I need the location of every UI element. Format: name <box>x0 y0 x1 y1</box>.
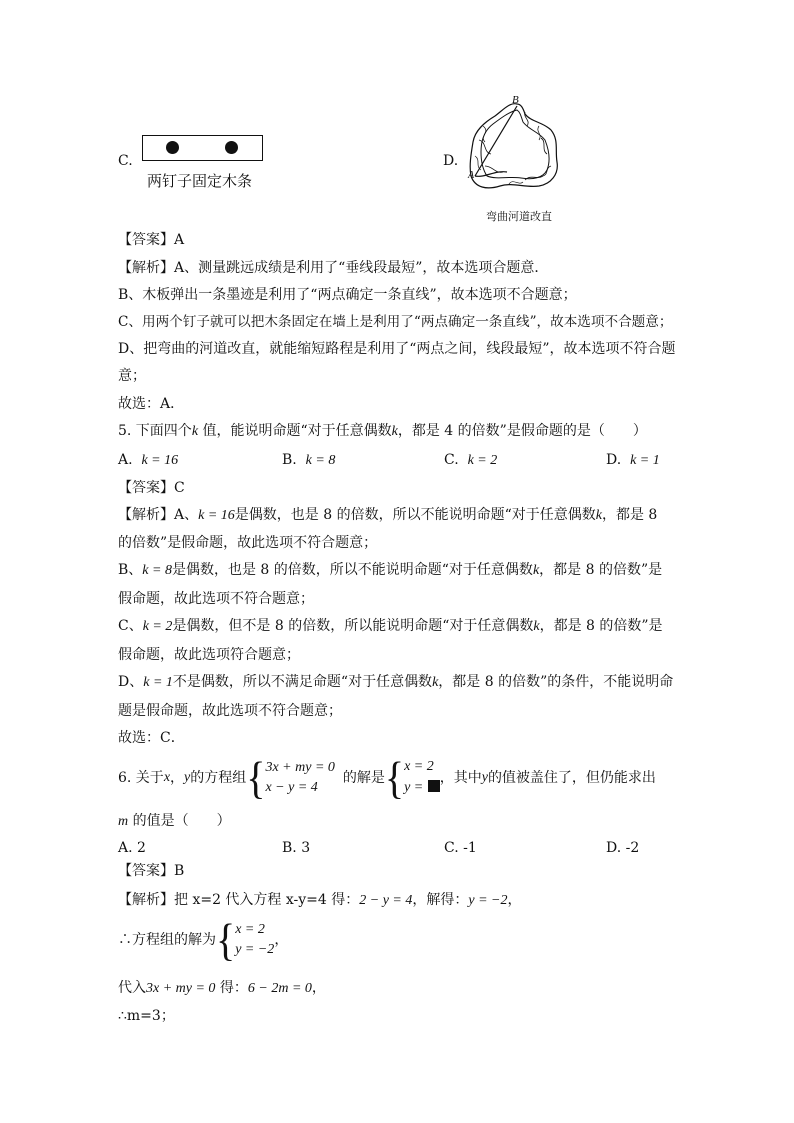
q5-stem <box>118 422 647 441</box>
q5-analysis-d-pre: D、 <box>118 674 144 690</box>
q4-analysis-a: 【解析】A、测量跳远成绩是利用了“垂线段最短”，故本选项合题意． <box>118 260 549 276</box>
q4-analysis-d2: 意； <box>118 368 146 384</box>
q4-analysis-c: C、用两个钉子就可以把木条固定在墙上是利用了“两点确定一条直线”，故本选项不合题意； <box>118 314 673 330</box>
q5-option-b-math: k = 8 <box>305 453 336 468</box>
q5-option-a-label: A. <box>118 452 133 468</box>
q6-var-m: m <box>118 814 129 829</box>
q6-analysis-eq: 2 − y = 4 <box>359 893 413 908</box>
q5-option-c-label: C. <box>444 452 459 468</box>
q5-analysis-d-line1 <box>118 673 673 692</box>
river-figure <box>465 96 565 206</box>
q6-sub-mid: 得： <box>215 980 248 996</box>
q5-analysis-c-k: k <box>533 619 540 634</box>
q5-analysis-a-pre: 【解析】A、 <box>118 507 199 523</box>
q6-answer: 【答案】B <box>118 863 185 879</box>
q5-analysis-b-k: k <box>532 563 540 578</box>
q6-stem-post1: ，其中 <box>439 769 482 786</box>
q5-option-d-math: k = 1 <box>630 453 660 468</box>
q5-option-c <box>444 451 497 470</box>
q5-analysis-b-math: k = 8 <box>142 563 172 578</box>
q5-answer: 【答案】C <box>118 480 185 496</box>
option-d-caption: 弯曲河道改直 <box>486 210 552 223</box>
q5-analysis-c-post: ，都是 8 的倍数”是 <box>539 618 663 634</box>
q6-analysis-end: ， <box>507 892 522 908</box>
option-d-label: D. <box>443 153 459 169</box>
q6-solution-y-row <box>404 777 440 798</box>
q6-therefore-pre: ∴方程组的解为 <box>118 932 216 948</box>
q5-stem-pre: 5. 下面四个 <box>118 423 192 439</box>
q6-substitute-line <box>118 979 326 998</box>
q6-var-y: y <box>184 769 191 785</box>
q5-stem-post: ，都是 4 的倍数”是假命题的是（ ） <box>397 423 647 439</box>
q6-equation-1: 3x + my = 0 <box>265 759 335 775</box>
q6-stem-y: y <box>481 769 488 785</box>
q4-conclusion: 故选：A． <box>118 396 185 412</box>
nail-dot-left <box>166 141 179 154</box>
q5-analysis-d-post: ，都是 8 的倍数”的条件，不能说明命 <box>438 674 674 690</box>
q6-solution-system <box>384 751 440 803</box>
q6-sub-end: ， <box>311 980 326 996</box>
q6-final-solution-x: x = 2 <box>235 922 265 937</box>
wooden-board-figure <box>142 135 263 161</box>
q6-final: ∴m=3； <box>118 1008 175 1024</box>
option-c-caption: 两钉子固定木条 <box>147 172 253 190</box>
q5-option-d <box>606 451 660 470</box>
point-b-label: B <box>512 94 519 106</box>
q6-analysis-pre: 【解析】把 x=2 代入方程 x-y=4 得： <box>118 892 360 908</box>
q5-option-a-math: k = 16 <box>141 453 179 468</box>
q6-option-c: C. -1 <box>444 840 477 856</box>
q6-analysis-mid: ，解得： <box>412 892 469 908</box>
q5-analysis-d-math: k = 1 <box>143 675 173 690</box>
q6-option-a: A. 2 <box>118 840 146 856</box>
q5-option-d-label: D. <box>606 452 622 468</box>
q4-answer: 【答案】A <box>118 232 185 248</box>
q5-option-a <box>118 451 178 470</box>
q5-analysis-a-math: k = 16 <box>198 508 235 523</box>
q5-option-b-label: B. <box>282 452 297 468</box>
q5-analysis-a-mid: 是偶数，也是 8 的倍数，所以不能说明命题“对于任意偶数 <box>234 507 596 523</box>
q6-stem-line2 <box>118 812 231 831</box>
q6-analysis-res: y = −2 <box>468 893 508 908</box>
q5-analysis-b-line1 <box>118 561 662 580</box>
q5-stem-mid: 值，能说明命题“对于任意偶数 <box>198 423 392 439</box>
q5-conclusion: 故选：C． <box>118 730 185 746</box>
q6-final-solution-system <box>216 913 275 966</box>
q6-solution-y: y = <box>404 780 424 795</box>
q6-final-solution-y: y = −2 <box>235 942 275 957</box>
q6-brace-solution: { <box>384 751 405 803</box>
covered-value-box <box>428 780 440 792</box>
q6-sub-res: 6 − 2m = 0 <box>247 981 312 996</box>
q4-analysis-b: B、木板弹出一条墨迹是利用了“两点确定一条直线”，故本选项不合题意； <box>118 287 577 303</box>
q5-analysis-a-line2: 的倍数”是假命题，故此选项不符合题意； <box>118 535 378 551</box>
q5-analysis-a-k: k <box>595 508 602 523</box>
q5-option-b <box>282 451 335 470</box>
q5-analysis-c-line1 <box>118 617 663 636</box>
q6-stem-pre: 6. 关于 <box>118 769 164 786</box>
q6-therefore-end: ， <box>274 932 289 948</box>
nail-dot-right <box>225 141 238 154</box>
q6-brace-final: { <box>216 913 236 966</box>
q6-equation-2: x − y = 4 <box>265 779 318 795</box>
q6-option-d: D. -2 <box>606 840 640 856</box>
q6-option-b: B. 3 <box>282 840 311 856</box>
q5-analysis-c-mid: 是偶数，但不是 8 的倍数，所以能说明命题“对于任意偶数 <box>172 618 534 634</box>
point-a-label: A <box>468 170 475 181</box>
q6-sub-eq: 3x + my = 0 <box>146 981 216 996</box>
q5-stem-k1: k <box>191 424 199 439</box>
q6-comma: ， <box>170 769 185 786</box>
q6-therefore-line <box>118 913 289 966</box>
q6-sub-pre: 代入 <box>118 980 146 996</box>
q6-line2-post: 的值是（ ） <box>128 813 231 829</box>
q6-solution-x: x = 2 <box>404 759 434 774</box>
q6-stem-line1 <box>118 751 656 803</box>
q5-analysis-c-line2: 假命题，故此选项符合题意； <box>118 647 300 663</box>
q6-var-x: x <box>163 769 171 785</box>
q4-analysis-d1: D、把弯曲的河道改直，就能缩短路程是利用了“两点之间，线段最短”，故本选项不符合题 <box>118 341 676 357</box>
q5-analysis-a-post: ，都是 8 <box>601 507 658 523</box>
q5-analysis-d-k: k <box>432 675 439 690</box>
q6-stem-sol: 的解是 <box>342 769 385 786</box>
q5-analysis-a-line1 <box>118 506 657 525</box>
q5-analysis-c-pre: C、 <box>118 618 143 634</box>
q5-analysis-d-mid: 不是偶数，所以不满足命题“对于任意偶数 <box>172 674 433 690</box>
q5-analysis-b-mid: 是偶数，也是 8 的倍数，所以不能说明命题“对于任意偶数 <box>171 562 533 578</box>
q5-analysis-b-pre: B、 <box>118 562 143 578</box>
q5-stem-k2: k <box>391 424 398 439</box>
q6-brace-system: { <box>246 751 266 803</box>
option-c-label: C. <box>118 153 133 169</box>
q5-analysis-d-line2: 题是假命题，故此选项不符合题意； <box>118 703 342 719</box>
q6-analysis-line1 <box>118 891 521 910</box>
q5-option-c-math: k = 2 <box>467 453 498 468</box>
q6-stem-post2: 的值被盖住了，但仍能求出 <box>487 769 656 786</box>
q5-analysis-b-post: ，都是 8 的倍数”是 <box>539 562 663 578</box>
q5-analysis-c-math: k = 2 <box>142 619 173 634</box>
q5-analysis-b-line2: 假命题，故此选项不符合题意； <box>118 591 314 607</box>
q6-stem-mid: 的方程组 <box>190 769 247 786</box>
q6-equation-system <box>246 751 335 803</box>
